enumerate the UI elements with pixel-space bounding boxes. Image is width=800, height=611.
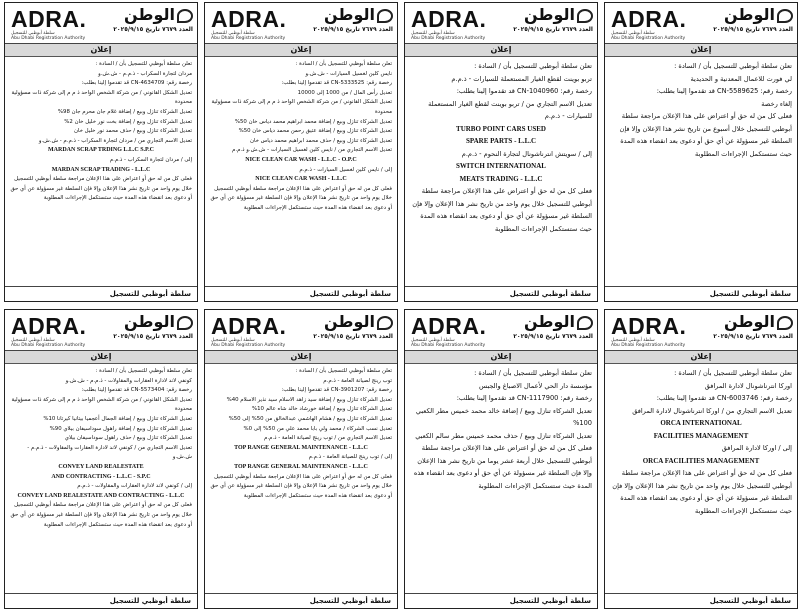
notice-card xyxy=(604,2,798,302)
issue-date: العدد ٧٦٧٩ تاريخ ٢٠٢٥/٩/١٥ xyxy=(313,26,393,33)
notice-line: تعديل الشركاء تنازل وبيع / إضافة بخت نور خليل خان 2% xyxy=(64,118,192,125)
authority-name-ar: سلطة أبوظبي للتسجيل xyxy=(411,31,455,36)
notice-line: نايس كلين لغسيل السيارات - ش.ش.و xyxy=(305,70,392,77)
notice-line: تعلن سلطة أبوظبي للتسجيل بأن / السادة : xyxy=(295,368,392,374)
notice-line: رخصة رقم: CN-5589625 قد تقدموا إلينا بطلب: xyxy=(656,87,792,95)
notice-line: تعديل الاسم التجاري من / نايس كلين لغسيل السيارات - ش.ش.و ذ.م.م xyxy=(232,147,392,154)
notice-english-name: MARDAN SCRAP TRDING L.L.C S.P.C xyxy=(47,147,154,154)
adra-logo xyxy=(411,7,507,41)
notice-english-name: SWITCH INTERNATIONAL xyxy=(456,162,546,170)
authority-name-en: Abu Dhabi Registration Authority xyxy=(611,343,686,348)
authority-name-en: Abu Dhabi Registration Authority xyxy=(11,343,86,348)
notice-card xyxy=(204,2,398,302)
newspaper-logo-icon xyxy=(177,316,193,330)
adra-wordmark: ADRA. xyxy=(211,313,287,339)
notice-line: تعلن سلطة أبوظبي للتسجيل بأن / السادة : xyxy=(295,61,392,67)
newspaper-logo-icon xyxy=(177,9,193,23)
notice-line: تعديل نسب الشركاء / محمد ولي بابا محمد علي من 50% إلى 0% xyxy=(243,425,392,432)
notice-english-name: TURBO POINT CARS USED xyxy=(456,124,546,133)
notice-line: فعلى كل من له حق أو اعتراض على هذا الإعلان مراجعة سلطة أبوظبي للتسجيل خلال يوم واحد من تاريخ نشر هذا الإعلان وإلا فإن السلطة غير مسؤولة عن أي حق أو دعوى بعد انقضاء هذه المدة حيث ستستكمل الإجراءات المطلوبة xyxy=(210,185,392,211)
notice-line: فعلى كل من له حق أو اعتراض على هذا الإعلان مراجعة سلطة أبوظبي للتسجيل خلال يوم واحد من تاريخ نشر هذا الإعلان وإلا فإن السلطة غير مسؤولة عن أي حق أو دعوى بعد انقضاء هذه المدة حيث ستستكمل الإجراءات المطلوبة xyxy=(612,469,792,515)
notice-line: تعديل الشركاء تنازل وبيع / إضافة راهول سوداسيفان بيلاي 90% xyxy=(49,425,192,432)
newspaper-masthead xyxy=(703,5,793,34)
notice-line: تعديل الاسم التجاري من / توب رينج لصيانة العامة - ذ.م.م xyxy=(264,435,392,442)
notice-english-name: NICE CLEAN CAR WASH - L.L.C - O.P.C xyxy=(245,156,357,163)
newspaper-masthead xyxy=(303,5,393,34)
issue-date: العدد ٧٦٧٩ تاريخ ٢٠٢٥/٩/١٥ xyxy=(713,333,793,340)
notice-header xyxy=(5,3,197,44)
newspaper-name: الوطن xyxy=(124,5,175,24)
notice-card xyxy=(404,309,598,609)
notice-title: إعلان xyxy=(5,44,197,57)
notice-line: فعلى كل من له حق أو اعتراض على هذا الإعلان مراجعة سلطة أبوظبي للتسجيل خلال يوم واحد من تاريخ نشر هذا الإعلان وإلا فإن السلطة غير مسؤولة عن أي حق أو دعوى بعد انقضاء هذه المدة حيث ستستكمل الإجراءات المطلوبة xyxy=(10,176,192,202)
newspaper-logo-icon xyxy=(377,9,393,23)
notice-line: تعديل الاسم التجاري من / تربو بوينت لقطع الغيار المستعملة للسيارات - ذ.م.م xyxy=(428,99,592,120)
notice-line: تعلن سلطة أبوظبي للتسجيل بأن / السادة : xyxy=(95,61,192,67)
notice-card xyxy=(4,309,198,609)
notice-card xyxy=(204,309,398,609)
notice-header xyxy=(605,3,797,44)
notice-card xyxy=(4,2,198,302)
notice-english-name: SPARE PARTS - L.L.C xyxy=(465,137,537,145)
notice-line: إلغاء رخصة xyxy=(761,99,792,108)
adra-logo xyxy=(11,314,107,348)
notice-line: تعديل رأس المال / من 1000 إلى 10000 xyxy=(297,89,392,96)
newspaper-logo-icon xyxy=(577,9,593,23)
adra-wordmark: ADRA. xyxy=(411,313,487,339)
notice-body xyxy=(405,57,597,235)
newspaper-logo-icon xyxy=(577,316,593,330)
notice-line: فعلى كل من له حق أو اعتراض على هذا الإعلان مراجعة سلطة أبوظبي للتسجيل خلال يوم واحد من تاريخ نشر هذا الإعلان وإلا فإن السلطة غير مسؤولة عن أي حق أو دعوى بعد انقضاء هذه المدة حيث ستستكمل الإجراءات المطلوبة xyxy=(412,187,592,233)
adra-wordmark: ADRA. xyxy=(611,313,687,339)
adra-wordmark: ADRA. xyxy=(611,6,687,32)
newspaper-name: الوطن xyxy=(124,312,175,331)
notice-line: تعديل الاسم التجاري من / كونفي لاند لادارة العقارات والمقاولات - ذ.م.م - ش.ش.و xyxy=(27,444,192,461)
notice-footer: سلطة أبوظبي للتسجيل xyxy=(205,286,397,301)
authority-name-ar: سلطة أبوظبي للتسجيل xyxy=(611,31,655,36)
adra-logo xyxy=(611,314,707,348)
newspaper-logo-icon xyxy=(777,316,793,330)
issue-date: العدد ٧٦٧٩ تاريخ ٢٠٢٥/٩/١٥ xyxy=(513,26,593,33)
notice-body xyxy=(605,57,797,160)
notice-line: فعلى كل من له حق أو اعتراض على هذا الإعلان مراجعة سلطة أبوظبي للتسجيل خلال أربعة عشر يوما من تاريخ نشر هذا الإعلان وإلا فإن السلطة غير مسؤولة عن أي حق أو دعوى بعد انقضاء هذه المدة حيث ستستكمل الإجراءات المطلوبة xyxy=(413,444,592,490)
notice-line: تعديل الشركاء تنازل وبيع / حذف محمد خميس مطر سالم الكعبي xyxy=(415,431,592,440)
authority-name-en: Abu Dhabi Registration Authority xyxy=(211,343,286,348)
notice-line: تعلن سلطة أبوظبي للتسجيل بأن / السادة : xyxy=(474,62,592,70)
authority-name-en: Abu Dhabi Registration Authority xyxy=(411,36,486,41)
notice-line: إلى / نايس كلين لغسيل السيارات - ذ.م.م xyxy=(299,166,392,173)
notice-line: تعلن سلطة أبوظبي للتسجيل بأن / السادة : xyxy=(674,62,792,70)
notice-english-name: ORCA FACILITIES MANAGEMENT xyxy=(642,456,760,465)
notice-line: رخصة رقم: CN-6003746 قد تقدموا إلينا بطلب: xyxy=(656,394,792,402)
authority-name-en: Abu Dhabi Registration Authority xyxy=(211,36,286,41)
notice-line: كونفي لاند لادارة العقارات والمقاولات - ذ.م.م - ش.ش.و xyxy=(65,377,192,384)
notice-header xyxy=(5,310,197,351)
newspaper-name: الوطن xyxy=(524,312,575,331)
newspaper-masthead xyxy=(703,312,793,341)
authority-name-en: Abu Dhabi Registration Authority xyxy=(411,343,486,348)
authority-name-ar: سلطة أبوظبي للتسجيل xyxy=(211,338,255,343)
newspaper-masthead xyxy=(503,5,593,34)
notice-line: فعلى كل من له حق أو اعتراض على هذا الإعلان مراجعة سلطة أبوظبي للتسجيل خلال يوم واحد من تاريخ نشر هذا الإعلان وإلا فإن السلطة غير مسؤولة عن أي حق أو دعوى بعد انقضاء هذه المدة حيث ستستكمل الإجراءات المطلوبة xyxy=(10,502,192,528)
notice-line: تعديل الشركاء تنازل وبيع / إضافة غلام جان محرم جان 98% xyxy=(57,108,192,115)
notice-line: تعديل الشركاء تنازل وبيع / حذف محمد ابراهيم محمد دياس خان xyxy=(250,137,392,144)
notice-body xyxy=(205,57,397,214)
notice-line: فعلى كل من له حق أو اعتراض على هذا الإعلان مراجعة سلطة أبوظبي للتسجيل خلال يوم واحد من تاريخ نشر هذا الإعلان وإلا فإن السلطة غير مسؤولة عن أي حق أو دعوى بعد انقضاء هذه المدة حيث ستستكمل الإجراءات المطلوبة xyxy=(210,473,392,499)
notice-line: إلى / اوركا لادارة المرافق xyxy=(721,444,792,452)
newspaper-logo-icon xyxy=(777,9,793,23)
notice-line: مؤسسة دار الحي لأعمال الاصباغ والجبس xyxy=(478,381,592,390)
adra-logo xyxy=(211,314,307,348)
notice-line: إلى / توب رينج للصيانة العامة - ذ.م.م xyxy=(308,454,392,461)
notice-line: رخصة رقم: CN-5333525 قد تقدموا إلينا بطلب: xyxy=(281,80,392,87)
notice-header xyxy=(405,3,597,44)
notice-line: تعديل الشركاء تنازل وبيع / حذف محمد نور خليل خان xyxy=(73,128,192,135)
notice-title: إعلان xyxy=(405,44,597,57)
notice-line: مردان لتجارة السكراب - ذ.م.م - ش.ش.و xyxy=(98,70,192,77)
newspaper-name: الوطن xyxy=(724,5,775,24)
notice-english-name: CONVEY LAND REALESTATE AND CONTRACTING - L.L.C xyxy=(17,492,185,499)
authority-name-ar: سلطة أبوظبي للتسجيل xyxy=(411,338,455,343)
notice-english-name: AND CONTRACTING - L.L.C - S.P.C xyxy=(51,473,151,480)
notice-footer: سلطة أبوظبي للتسجيل xyxy=(205,593,397,608)
notice-footer: سلطة أبوظبي للتسجيل xyxy=(5,593,197,608)
issue-date: العدد ٧٦٧٩ تاريخ ٢٠٢٥/٩/١٥ xyxy=(313,333,393,340)
adra-logo xyxy=(411,314,507,348)
adra-wordmark: ADRA. xyxy=(211,6,287,32)
notice-line: لي فورت للاعمال المعدنية و الحديدية xyxy=(690,74,792,83)
notice-line: رخصة رقم: CN-1117900 قد تقدموا إلينا بطلب: xyxy=(456,394,592,402)
issue-date: العدد ٧٦٧٩ تاريخ ٢٠٢٥/٩/١٥ xyxy=(513,333,593,340)
notice-line: تربو بوينت لقطع الغيار المستعملة للسيارات - ذ.م.م xyxy=(451,74,592,83)
notice-english-name: FACILITIES MANAGEMENT xyxy=(653,431,749,440)
issue-date: العدد ٧٦٧٩ تاريخ ٢٠٢٥/٩/١٥ xyxy=(113,26,193,33)
notice-header xyxy=(605,310,797,351)
notice-card xyxy=(604,309,798,609)
newspaper-masthead xyxy=(103,5,193,34)
notice-line: توب رينج لصيانة العامة - ذ.م.م xyxy=(323,377,392,384)
adra-wordmark: ADRA. xyxy=(11,313,87,339)
adra-logo xyxy=(211,7,307,41)
notice-line: رخصة رقم: CN-1040960 قد تقدموا إلينا بطلب: xyxy=(456,87,592,95)
newspaper-masthead xyxy=(303,312,393,341)
notice-body xyxy=(205,364,397,501)
notice-header xyxy=(205,3,397,44)
notice-line: فعلى كل من له حق أو اعتراض على هذا الإعلان مراجعة سلطة أبوظبي للتسجيل خلال أسبوع من تاريخ نشر هذا الإعلان وإلا فإن السلطة غير مسؤولة عن أي حق أو دعوى بعد انقضاء هذه المدة حيث ستستكمل الإجراءات المطلوبة xyxy=(619,112,792,158)
notice-line: تعلن سلطة أبوظبي للتسجيل بأن / السادة : xyxy=(674,369,792,377)
notice-body xyxy=(405,364,597,492)
newspaper-masthead xyxy=(103,312,193,341)
notice-title: إعلان xyxy=(605,44,797,57)
notice-footer: سلطة أبوظبي للتسجيل xyxy=(5,286,197,301)
notice-body xyxy=(5,364,197,530)
notice-line: تعديل الاسم التجاري من / اوركا انترناشونال لادارة المرافق xyxy=(632,406,792,415)
notice-line: تعديل الشكل القانوني / من شركة الشخص الواحد ذ م م إلى شركة ذات مسؤولية محدودة xyxy=(211,99,392,115)
notice-english-name: MEATS TRADING - L.L.C xyxy=(459,174,543,183)
notice-english-name: NICE CLEAN CAR WASH - L.L.C xyxy=(255,176,347,183)
notice-footer: سلطة أبوظبي للتسجيل xyxy=(405,593,597,608)
notice-line: تعديل الشكل القانوني / من شركة الشخص الواحد ذ م م إلى شركة ذات مسؤولية محدودة xyxy=(11,396,192,413)
authority-name-ar: سلطة أبوظبي للتسجيل xyxy=(611,338,655,343)
notice-title: إعلان xyxy=(605,351,797,364)
notice-line: إلى / سويتش انترناشونال لتجارة النحوم - ذ.م.م xyxy=(461,149,592,158)
notice-title: إعلان xyxy=(5,351,197,364)
notice-line: تعديل الشركاء تنازل وبيع / حذف راهول سوداسيفان بيلاي xyxy=(64,435,192,442)
notice-line: رخصة رقم: CN-3901207 قد تقدموا إلينا بطلب: xyxy=(281,387,392,394)
notice-header xyxy=(205,310,397,351)
newspaper-masthead xyxy=(503,312,593,341)
notice-line: تعديل الشركاء تنازل وبيع / إضافة خالد محمد خميس مطر الكعبي 100% xyxy=(415,406,592,427)
issue-date: العدد ٧٦٧٩ تاريخ ٢٠٢٥/٩/١٥ xyxy=(713,26,793,33)
notice-footer: سلطة أبوظبي للتسجيل xyxy=(605,593,797,608)
newspaper-name: الوطن xyxy=(324,312,375,331)
adra-wordmark: ADRA. xyxy=(11,6,87,32)
notice-title: إعلان xyxy=(405,351,597,364)
notice-footer: سلطة أبوظبي للتسجيل xyxy=(405,286,597,301)
notice-english-name: TOP RANGE GENERAL MAINTENANCE - L.L.C xyxy=(234,444,368,451)
notice-line: إلى / مردان لتجارة السكراب - ذ.م.م xyxy=(109,156,192,163)
notice-body xyxy=(5,57,197,204)
notice-card xyxy=(404,2,598,302)
notice-line: تعلن سلطة أبوظبي للتسجيل بأن / السادة : xyxy=(95,368,192,374)
notice-line: تعديل الشركاء تنازل وبيع / إضافة عتيق رحمن محمد دياس خان 50% xyxy=(238,128,392,135)
notice-english-name: ORCA INTERNATIONAL xyxy=(660,419,742,427)
notice-line: رخصة رقم: CN-4634709 قد تقدموا إلينا بطلب: xyxy=(81,80,192,87)
notice-title: إعلان xyxy=(205,351,397,364)
notice-line: اوركا انترناشونال لادارة المرافق xyxy=(704,381,792,390)
notice-header xyxy=(405,310,597,351)
notice-line: تعلن سلطة أبوظبي للتسجيل بأن / السادة : xyxy=(474,369,592,377)
notice-line: رخصة رقم: CN-5573404 قد تقدموا إلينا بطلب: xyxy=(81,387,192,394)
authority-name-ar: سلطة أبوظبي للتسجيل xyxy=(11,31,55,36)
notice-line: إلى / كونفي لاند لادارة العقارات والمقاولات - ذ.م.م xyxy=(77,483,192,490)
notice-line: تعديل الشكل القانوني / من شركة الشخص الواحد ذ م م إلى شركة ذات مسؤولية محدودة xyxy=(11,89,192,106)
notice-line: تعديل الشركاء تنازل وبيع / إضافة خورشاد خالد شاه عالم 10% xyxy=(252,406,392,413)
newspaper-name: الوطن xyxy=(724,312,775,331)
newspaper-name: الوطن xyxy=(524,5,575,24)
notice-line: تعديل الشركاء تنازل وبيع / إضافة الجمال أعجميا بيتانيا كيرتانا 10% xyxy=(43,415,192,422)
notice-line: تعديل الاسم التجاري من / مردان لتجارة السكراب - ذ.م.م - ش.ش.و xyxy=(38,137,192,144)
adra-wordmark: ADRA. xyxy=(411,6,487,32)
notice-english-name: TOP RANGE GENERAL MAINTENANCE - L.L.C xyxy=(234,463,368,470)
adra-logo xyxy=(611,7,707,41)
authority-name-ar: سلطة أبوظبي للتسجيل xyxy=(211,31,255,36)
authority-name-en: Abu Dhabi Registration Authority xyxy=(611,36,686,41)
issue-date: العدد ٧٦٧٩ تاريخ ٢٠٢٥/٩/١٥ xyxy=(113,333,193,340)
authority-name-en: Abu Dhabi Registration Authority xyxy=(11,36,86,41)
notice-body xyxy=(605,364,797,517)
authority-name-ar: سلطة أبوظبي للتسجيل xyxy=(11,338,55,343)
notice-footer: سلطة أبوظبي للتسجيل xyxy=(605,286,797,301)
notice-english-name: MARDAN SCRAP TRADING - L.L.C xyxy=(51,166,151,173)
newspaper-name: الوطن xyxy=(324,5,375,24)
newspaper-logo-icon xyxy=(377,316,393,330)
notice-title: إعلان xyxy=(205,44,397,57)
notice-line: تعديل الشركاء تنازل وبيع / إضافة محمد ابراهيم محمد دياس خان 50% xyxy=(234,118,392,125)
notice-line: تعديل الشركاء تنازل وبيع / إضافة سيد زاهد الاسلام سيد نذير الاسلام 40% xyxy=(226,396,392,403)
adra-logo xyxy=(11,7,107,41)
notice-english-name: CONVEY LAND REALESTATE xyxy=(58,463,144,470)
notice-line: تعديل الشركاء تنازل وبيع / هشام الهاشمي عبدالخالق من 50% إلى 50% xyxy=(228,415,392,422)
notices-grid xyxy=(2,2,798,609)
